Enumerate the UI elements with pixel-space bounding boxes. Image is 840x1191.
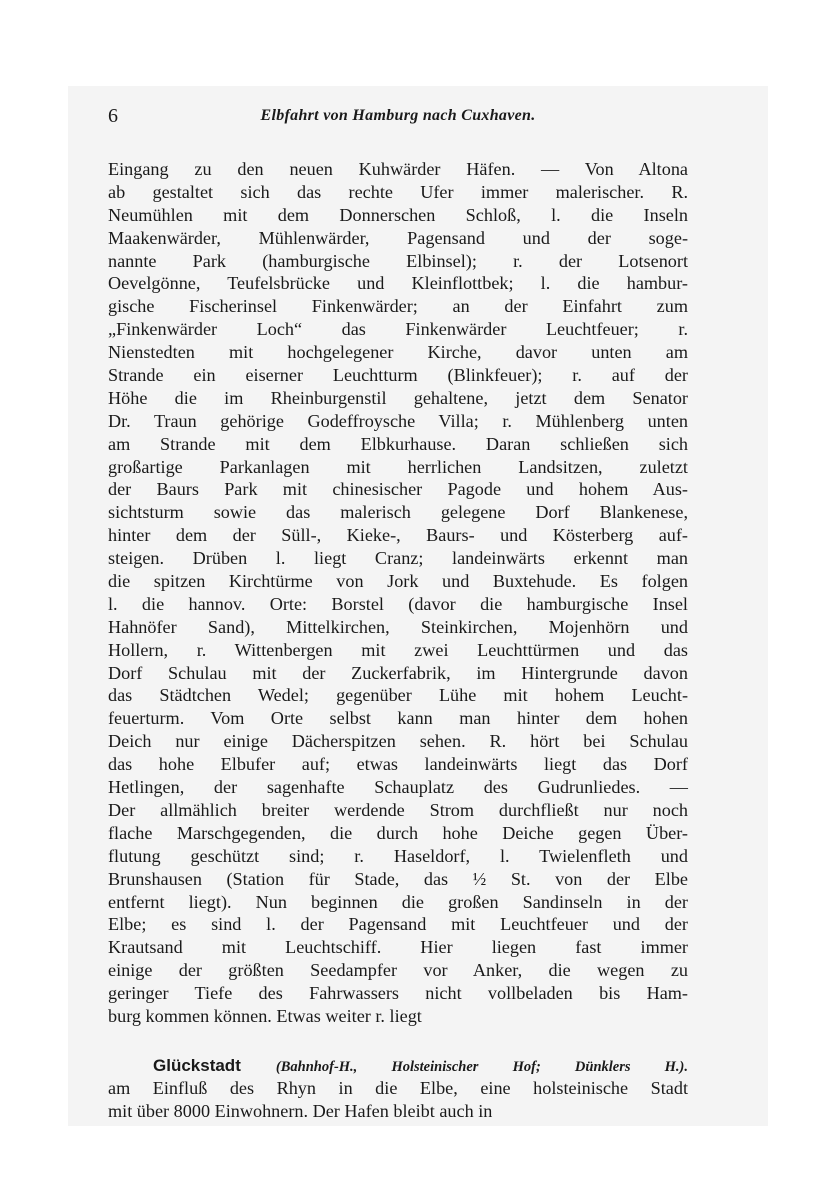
text-line: steigen. Drüben l. liegt Cranz; landeinwärts erkennt man <box>108 548 688 569</box>
text-line: Höhe die im Rheinburgenstil gehaltene, jetzt dem Senator <box>108 387 688 408</box>
place-name-glueckstadt: Glückstadt <box>153 1055 241 1075</box>
paragraph-2 <box>108 1054 688 1123</box>
text-line: Brunshausen (Station für Stade, das ½ St. von der Elbe <box>108 868 688 889</box>
text-line: Maakenwärder, Mühlenwärder, Pagensand und der soge- <box>108 227 688 248</box>
text-line: „Finkenwärder Loch“ das Finkenwärder Leuchtfeuer; r. <box>108 319 688 340</box>
text-line: sichtsturm sowie das malerisch gelegene Dorf Blankenese, <box>108 502 688 523</box>
text-line: flutung geschützt sind; r. Haseldorf, l. Twielenfleth und <box>108 845 688 866</box>
text-line <box>108 1054 688 1077</box>
text-line: Eingang zu den neuen Kuhwärder Häfen. — Von Altona <box>108 159 688 179</box>
text-line: Hahnöfer Sand), Mittelkirchen, Steinkirchen, Mojenhörn und <box>108 616 688 637</box>
text-line: burg kommen können. Etwas weiter r. liegt <box>108 1005 422 1026</box>
text-line: Elbe; es sind l. der Pagensand mit Leuchtfeuer und der <box>108 914 688 935</box>
text-line: großartige Parkanlagen mit herrlichen Landsitzen, zuletzt <box>108 456 688 477</box>
page-header <box>108 103 688 129</box>
text-line: der Baurs Park mit chinesischer Pagode und hohem Aus- <box>108 479 688 500</box>
text-line: feuerturm. Vom Orte selbst kann man hinter dem hohen <box>108 708 688 729</box>
text-line: entfernt liegt). Nun beginnen die großen Sandinseln in der <box>108 891 688 912</box>
text-line: Der allmählich breiter werdende Strom durchfließt nur noch <box>108 799 688 820</box>
page-number: 6 <box>108 105 118 127</box>
text-line: mit über 8000 Einwohnern. Der Hafen bleibt auch in <box>108 1100 493 1121</box>
text-line: das hohe Elbufer auf; etwas landeinwärts liegt das Dorf <box>108 754 688 775</box>
text-line: gische Fischerinsel Finkenwärder; an der Einfahrt zum <box>108 296 688 317</box>
body-text <box>108 158 688 1123</box>
running-head: Elbfahrt von Hamburg nach Cuxhaven. <box>260 107 536 124</box>
text-line: nannte Park (hamburgische Elbinsel); r. der Lotsenort <box>108 250 688 271</box>
text-line: hinter dem der Süll-, Kieke-, Baurs- und Kösterberg auf- <box>108 525 688 546</box>
text-line: einige der größten Seedampfer vor Anker, die wegen zu <box>108 960 688 981</box>
text-line: Dorf Schulau mit der Zuckerfabrik, im Hintergrunde davon <box>108 662 688 683</box>
paragraph-1 <box>108 158 688 1028</box>
text-line: am Einfluß des Rhyn in die Elbe, eine holsteinische Stadt <box>108 1077 688 1098</box>
text-line: Neumühlen mit dem Donnerschen Schloß, l. die Inseln <box>108 204 688 225</box>
hotel-list: (Bahnhof-H., Holsteinischer Hof; Dünklers H.). <box>275 1058 689 1075</box>
text-line: am Strande mit dem Elbkurhause. Daran schließen sich <box>108 433 688 454</box>
text-line: flache Marschgegenden, die durch hohe Deiche gegen Über- <box>108 822 688 843</box>
text-line: das Städtchen Wedel; gegenüber Lühe mit hohem Leucht- <box>108 685 688 706</box>
text-line: geringer Tiefe des Fahrwassers nicht vollbeladen bis Ham- <box>108 983 688 1004</box>
text-line: Dr. Traun gehörige Godeffroysche Villa; r. Mühlenberg unten <box>108 410 688 431</box>
text-line: Hollern, r. Wittenbergen mit zwei Leuchttürmen und das <box>108 639 688 660</box>
text-line: Deich nur einige Dächerspitzen sehen. R. hört bei Schulau <box>108 731 688 752</box>
text-line: Oevelgönne, Teufelsbrücke und Kleinflottbek; l. die hambur- <box>108 273 688 294</box>
text-line: ab gestaltet sich das rechte Ufer immer malerischer. R. <box>108 181 688 202</box>
text-line: die spitzen Kirchtürme von Jork und Buxtehude. Es folgen <box>108 571 688 592</box>
text-line: l. die hannov. Orte: Borstel (davor die hamburgische Insel <box>108 593 688 614</box>
text-line: Krautsand mit Leuchtschiff. Hier liegen fast immer <box>108 937 688 958</box>
text-line: Strande ein eiserner Leuchtturm (Blinkfeuer); r. auf der <box>108 365 688 386</box>
text-line: Nienstedten mit hochgelegener Kirche, davor unten am <box>108 342 688 363</box>
text-line: Hetlingen, der sagenhafte Schauplatz des Gudrunliedes. — <box>108 777 688 798</box>
paragraph-gap <box>108 1028 688 1054</box>
